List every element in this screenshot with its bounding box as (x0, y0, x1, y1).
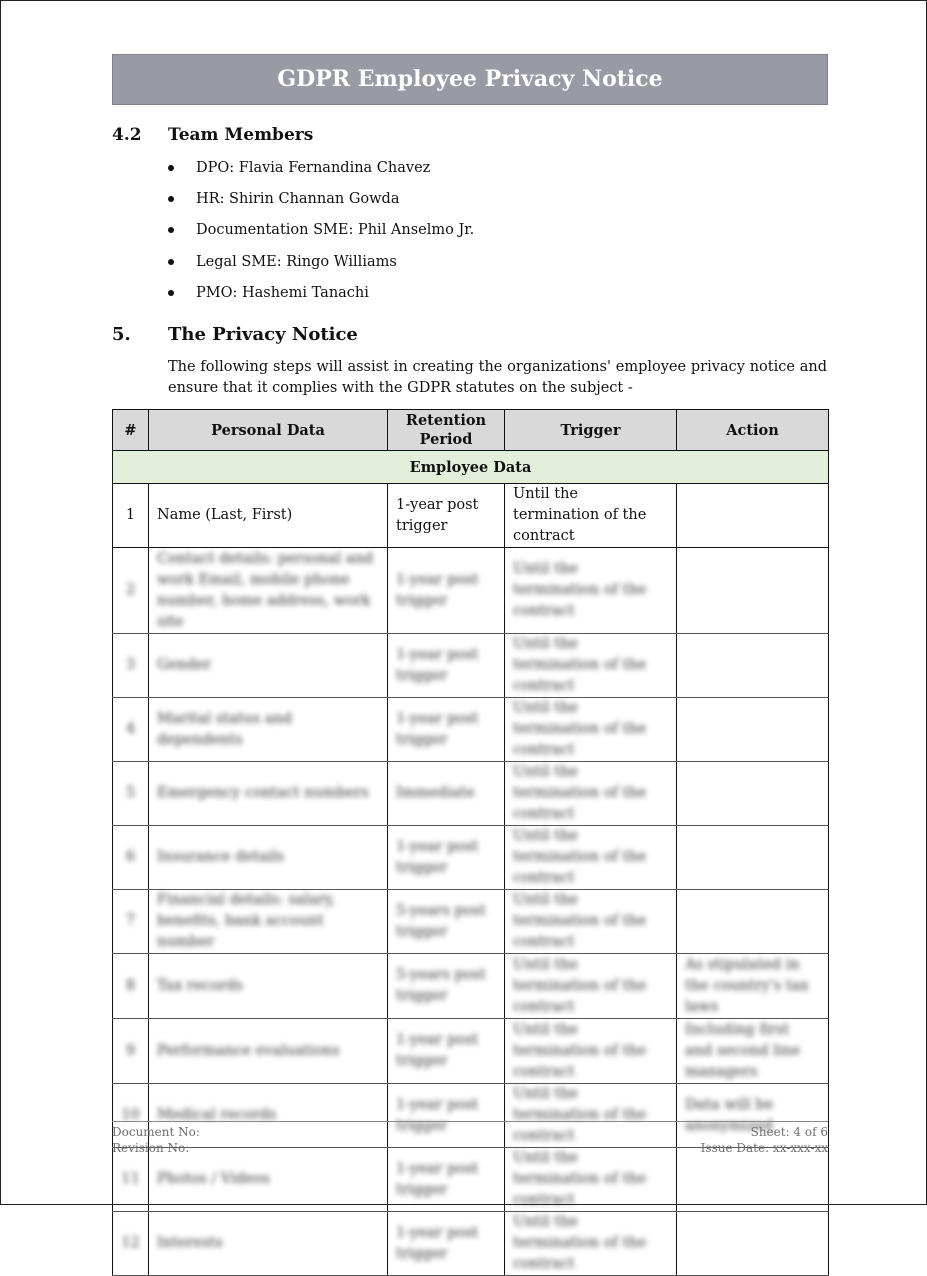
header-trigger: Trigger (505, 410, 677, 451)
cell-num: 2 (113, 548, 149, 634)
list-item: Documentation SME: Phil Anselmo Jr. (168, 219, 768, 250)
section-number: 5. (112, 324, 131, 345)
cell-personal-data: Interests (149, 1212, 388, 1276)
table-row (113, 484, 829, 548)
cell-action (677, 484, 829, 548)
table-row (113, 826, 829, 890)
cell-action: Data will be anonymized (677, 1084, 829, 1148)
section-title: The Privacy Notice (168, 324, 358, 345)
cell-personal-data: Gender (149, 634, 388, 698)
cell-num: 9 (113, 1019, 149, 1084)
bullet-icon (168, 259, 174, 265)
cell-trigger: Until the termination of the contract (505, 634, 677, 698)
cell-num: 7 (113, 890, 149, 954)
header-personal-data: Personal Data (149, 410, 388, 451)
bullet-icon (168, 165, 174, 171)
header-retention-period: Retention Period (388, 410, 505, 451)
cell-retention: 1-year post trigger (388, 698, 505, 762)
cell-action (677, 634, 829, 698)
cell-trigger: Until the termination of the contract (505, 890, 677, 954)
page-footer (112, 1121, 828, 1155)
cell-personal-data: Marital status and dependents (149, 698, 388, 762)
section-title: Team Members (168, 125, 314, 145)
revision-number: Revision No: (112, 1141, 190, 1155)
cell-retention: 1-year post trigger (388, 1084, 505, 1148)
table-row (113, 634, 829, 698)
table-row (113, 698, 829, 762)
cell-num: 8 (113, 954, 149, 1019)
cell-retention: 1-year post trigger (388, 634, 505, 698)
cell-retention: 5-years post trigger (388, 890, 505, 954)
list-item: Legal SME: Ringo Williams (168, 251, 768, 282)
cell-action (677, 826, 829, 890)
issue-date: Issue Date: xx-xxx-xx (700, 1141, 828, 1155)
cell-retention: 1-year post trigger (388, 826, 505, 890)
cell-action (677, 698, 829, 762)
cell-retention: 1-year post trigger (388, 484, 505, 548)
cell-personal-data: Tax records (149, 954, 388, 1019)
cell-personal-data: Name (Last, First) (149, 484, 388, 548)
list-item: DPO: Flavia Fernandina Chavez (168, 157, 768, 188)
cell-trigger: Until the termination of the contract (505, 548, 677, 634)
cell-action (677, 890, 829, 954)
cell-trigger: Until the termination of the contract (505, 954, 677, 1019)
table-section-row (113, 451, 829, 484)
cell-personal-data: Financial details: salary, benefits, bank account number (149, 890, 388, 954)
cell-personal-data: Medical records (149, 1084, 388, 1148)
cell-num: 12 (113, 1212, 149, 1276)
cell-num: 1 (113, 484, 149, 548)
cell-num: 3 (113, 634, 149, 698)
cell-action (677, 762, 829, 826)
bullet-icon (168, 290, 174, 296)
cell-action: Including first and second line managers (677, 1019, 829, 1084)
cell-num: 5 (113, 762, 149, 826)
cell-trigger: Until the termination of the contract (505, 698, 677, 762)
cell-retention: 1-year post trigger (388, 548, 505, 634)
table-row (113, 548, 829, 634)
cell-personal-data: Contact details: personal and work Email, mobile phone number, home address, work site (149, 548, 388, 634)
cell-num: 4 (113, 698, 149, 762)
table-row (113, 890, 829, 954)
cell-retention: 1-year post trigger (388, 1212, 505, 1276)
table-row (113, 1148, 829, 1212)
cell-trigger: Until the termination of the contract (505, 826, 677, 890)
cell-retention: 1-year post trigger (388, 1019, 505, 1084)
cell-personal-data: Emergency contact numbers (149, 762, 388, 826)
cell-action (677, 1212, 829, 1276)
cell-retention: 5-years post trigger (388, 954, 505, 1019)
cell-num: 10 (113, 1084, 149, 1148)
list-item: HR: Shirin Channan Gowda (168, 188, 768, 219)
cell-personal-data: Photos / Videos (149, 1148, 388, 1212)
cell-personal-data: Insurance details (149, 826, 388, 890)
table-header-row (113, 410, 829, 451)
table-row (113, 762, 829, 826)
section-label-employee-data: Employee Data (113, 451, 829, 484)
cell-trigger: Until the termination of the contract (505, 1148, 677, 1212)
cell-action (677, 1148, 829, 1212)
table-row (113, 954, 829, 1019)
document-number: Document No: (112, 1125, 200, 1139)
cell-action: As stipulated in the country's tax laws (677, 954, 829, 1019)
cell-trigger: Until the termination of the contract (505, 1084, 677, 1148)
cell-trigger: Until the termination of the contract (505, 484, 677, 548)
sheet-number: Sheet: 4 of 6 (750, 1125, 828, 1139)
cell-retention: 1-year post trigger (388, 1148, 505, 1212)
document-title-banner: GDPR Employee Privacy Notice (112, 54, 828, 105)
section-number: 4.2 (112, 125, 142, 145)
table-row (113, 1019, 829, 1084)
list-item: PMO: Hashemi Tanachi (168, 282, 768, 313)
table-row (113, 1212, 829, 1276)
section-team-heading (112, 125, 712, 149)
bullet-icon (168, 196, 174, 202)
cell-personal-data: Performance evaluations (149, 1019, 388, 1084)
cell-retention: Immediate (388, 762, 505, 826)
cell-trigger: Until the termination of the contract (505, 1019, 677, 1084)
cell-num: 11 (113, 1148, 149, 1212)
cell-num: 6 (113, 826, 149, 890)
header-num: # (113, 410, 149, 451)
section-notice-heading (112, 324, 712, 348)
cell-trigger: Until the termination of the contract (505, 1212, 677, 1276)
cell-trigger: Until the termination of the contract (505, 762, 677, 826)
cell-action (677, 548, 829, 634)
team-member-list (168, 157, 768, 313)
intro-paragraph: The following steps will assist in creating the organizations' employee privacy notice and ensure that it complies with the GDPR statutes on the subject - (168, 359, 827, 396)
bullet-icon (168, 227, 174, 233)
header-action: Action (677, 410, 829, 451)
